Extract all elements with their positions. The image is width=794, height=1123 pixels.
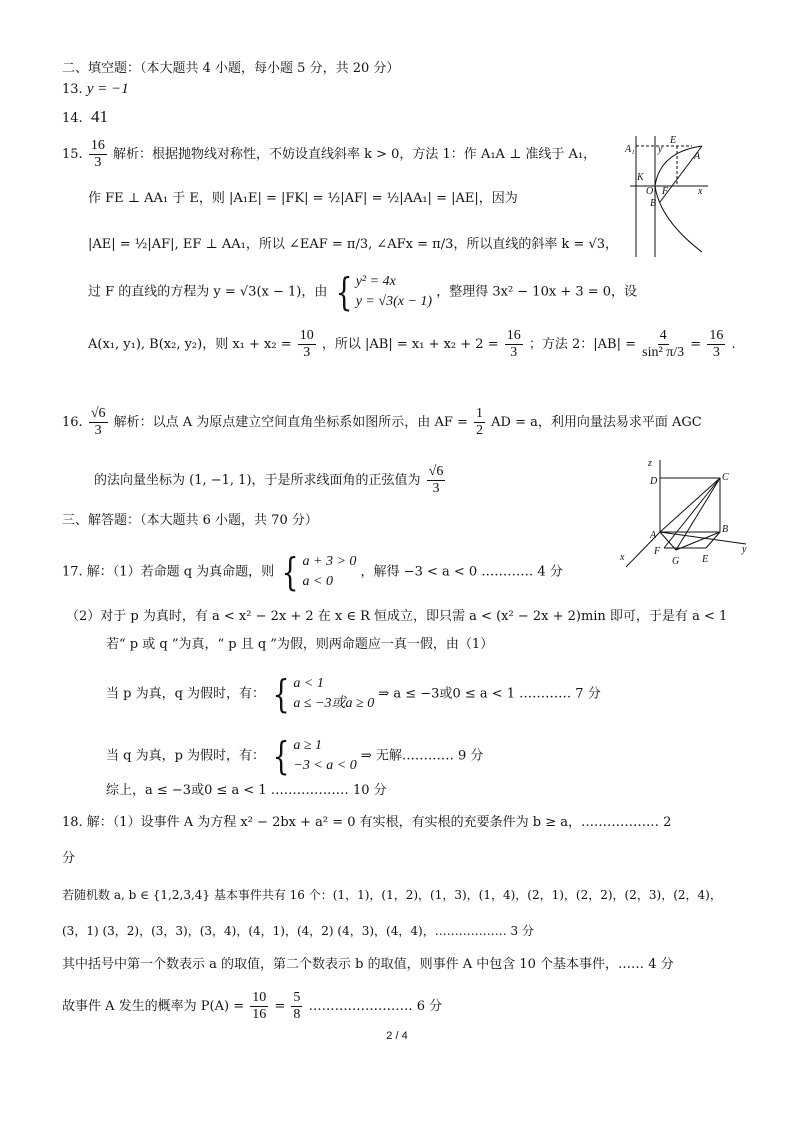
q18-line1: 18. 解：（1）设事件 A 为方程 x² − 2bx + a² = 0 有实根，有实根的充要条件为 b ≥ a，……………… 2 <box>62 815 672 830</box>
svg-text:F: F <box>662 186 669 197</box>
svg-text:x: x <box>698 186 703 197</box>
svg-text:E: E <box>670 135 677 146</box>
q17-line5: 当 q 为真，p 为假时，有： { a ≥ 1 −3 < a < 0 ⇒ 无解………… 9 分 <box>106 734 484 778</box>
q17-line3: 若“ p 或 q ”为真，“ p 且 q ”为假，则两命题应一真一假，由（1） <box>106 637 494 652</box>
svg-text:z: z <box>648 458 652 469</box>
q16-line1: 16. $\frac{√6}{3}$ 解析：以点 A 为原点建立空间直角坐标系如图所示，由 AF = $\frac{1}{2}$ AD = a，利用向量法易求平面 AGC <box>62 406 702 438</box>
svg-text:O: O <box>646 186 654 197</box>
q18-line5: 故事件 A 发生的概率为 P(A) = $\frac{10}{16}$ = $\frac{5}{8}$ …………………… 6 分 <box>62 990 443 1022</box>
q16-line2: 的法向量坐标为 (1, −1, 1)，于是所求线面角的正弦值为 $\frac{√6}{3}$ <box>94 464 444 496</box>
svg-text:A: A <box>694 151 701 162</box>
q16-answer: $\frac{√6}{3}$ <box>90 406 106 438</box>
svg-text:B: B <box>722 524 729 535</box>
q18-line4: 其中括号中第一个数表示 a 的取值，第二个数表示 b 的取值，则事件 A 中包含 10 个基本事件，…… 4 分 <box>62 957 674 972</box>
section-2-title: 二、填空题：（本大题共 4 小题，每小题 5 分，共 20 分） <box>62 61 400 76</box>
q17-line4: 当 p 为真，q 为假时，有： { a < 1 a ≤ −3或a ≥ 0 ⇒ a ≤ −3或0 ≤ a < 1 ………… 7 分 <box>106 672 601 716</box>
svg-text:E: E <box>702 554 709 565</box>
svg-text:y: y <box>658 144 663 155</box>
svg-text:A: A <box>650 530 657 541</box>
svg-text:B: B <box>650 198 657 209</box>
svg-text:A₁: A₁ <box>625 144 635 155</box>
q15-answer: $\frac{16}{3}$ <box>90 138 105 170</box>
section-3-title: 三、解答题：（本大题共 6 小题，共 70 分） <box>62 513 318 528</box>
q17-line1: 17. 解：（1）若命题 q 为真命题，则 { a + 3 > 0 a < 0 ，解得 −3 < a < 0 ………… 4 分 <box>62 550 563 594</box>
q17-line2: （2）对于 p 为真时，有 a < x² − 2x + 2 在 x ∈ R 恒成立，即只需 a < (x² − 2x + 2)min 即可，于是有 a < 1 <box>66 609 728 624</box>
svg-text:x: x <box>620 552 625 563</box>
q15-line2: 作 FE ⊥ AA₁ 于 E，则 |A₁E| = |FK| = ½|AF| = ½|AA₁| = |AE|，因为 <box>88 191 518 206</box>
q14-answer: 14. 41 <box>62 107 108 126</box>
q15-line5: A(x₁, y₁), B(x₂, y₂)，则 x₁ + x₂ = $\frac{10}{3}$ ，所以 |AB| = x₁ + x₂ + 2 = $\frac{16}{3}$ ；方法 2：|AB| = $\frac{4}{\text{sin² π/3}}$ = $\frac{16}{3}$ . <box>88 328 736 360</box>
q15-line4: 过 F 的直线的方程为 y = √3(x − 1)，由 { y² = 4x y = √3(x − 1) ，整理得 3x² − 10x + 3 = 0，设 <box>88 270 638 314</box>
q15-line1: 15. $\frac{16}{3}$ 解析：根据抛物线对称性，不妨设直线斜率 k > 0，方法 1：作 A₁A ⊥ 准线于 A₁， <box>62 138 597 170</box>
parabola-figure <box>622 132 712 264</box>
svg-text:K: K <box>637 172 644 183</box>
svg-text:C: C <box>722 472 729 483</box>
q15-line3: |AE| = ½|AF|, EF ⊥ AA₁，所以 ∠EAF = π/3, ∠AFx = π/3，所以直线的斜率 k = √3， <box>88 237 619 252</box>
q18-line1b: 分 <box>62 851 76 866</box>
svg-text:y: y <box>742 544 747 555</box>
svg-text:G: G <box>672 556 680 567</box>
cube-figure <box>616 452 756 576</box>
svg-text:F: F <box>654 546 661 557</box>
svg-text:D: D <box>650 476 658 487</box>
q13-answer: 13. y = −1 <box>62 81 129 97</box>
page-number: 2 / 4 <box>386 1030 408 1042</box>
q18-line2: 若随机数 a, b ∈ {1,2,3,4} 基本事件共有 16 个：(1，1)，(1，2)，(1，3)，(1，4)，(2，1)，(2，2)，(2，3)，(2，4)， <box>62 888 722 902</box>
q18-line3: (3，1) (3，2)，(3，3)，(3，4)，(4，1)，(4，2) (4，3)，(4，4)，……………… 3 分 <box>62 924 534 938</box>
q17-line6: 综上，a ≤ −3或0 ≤ a < 1 ……………… 10 分 <box>106 783 387 798</box>
